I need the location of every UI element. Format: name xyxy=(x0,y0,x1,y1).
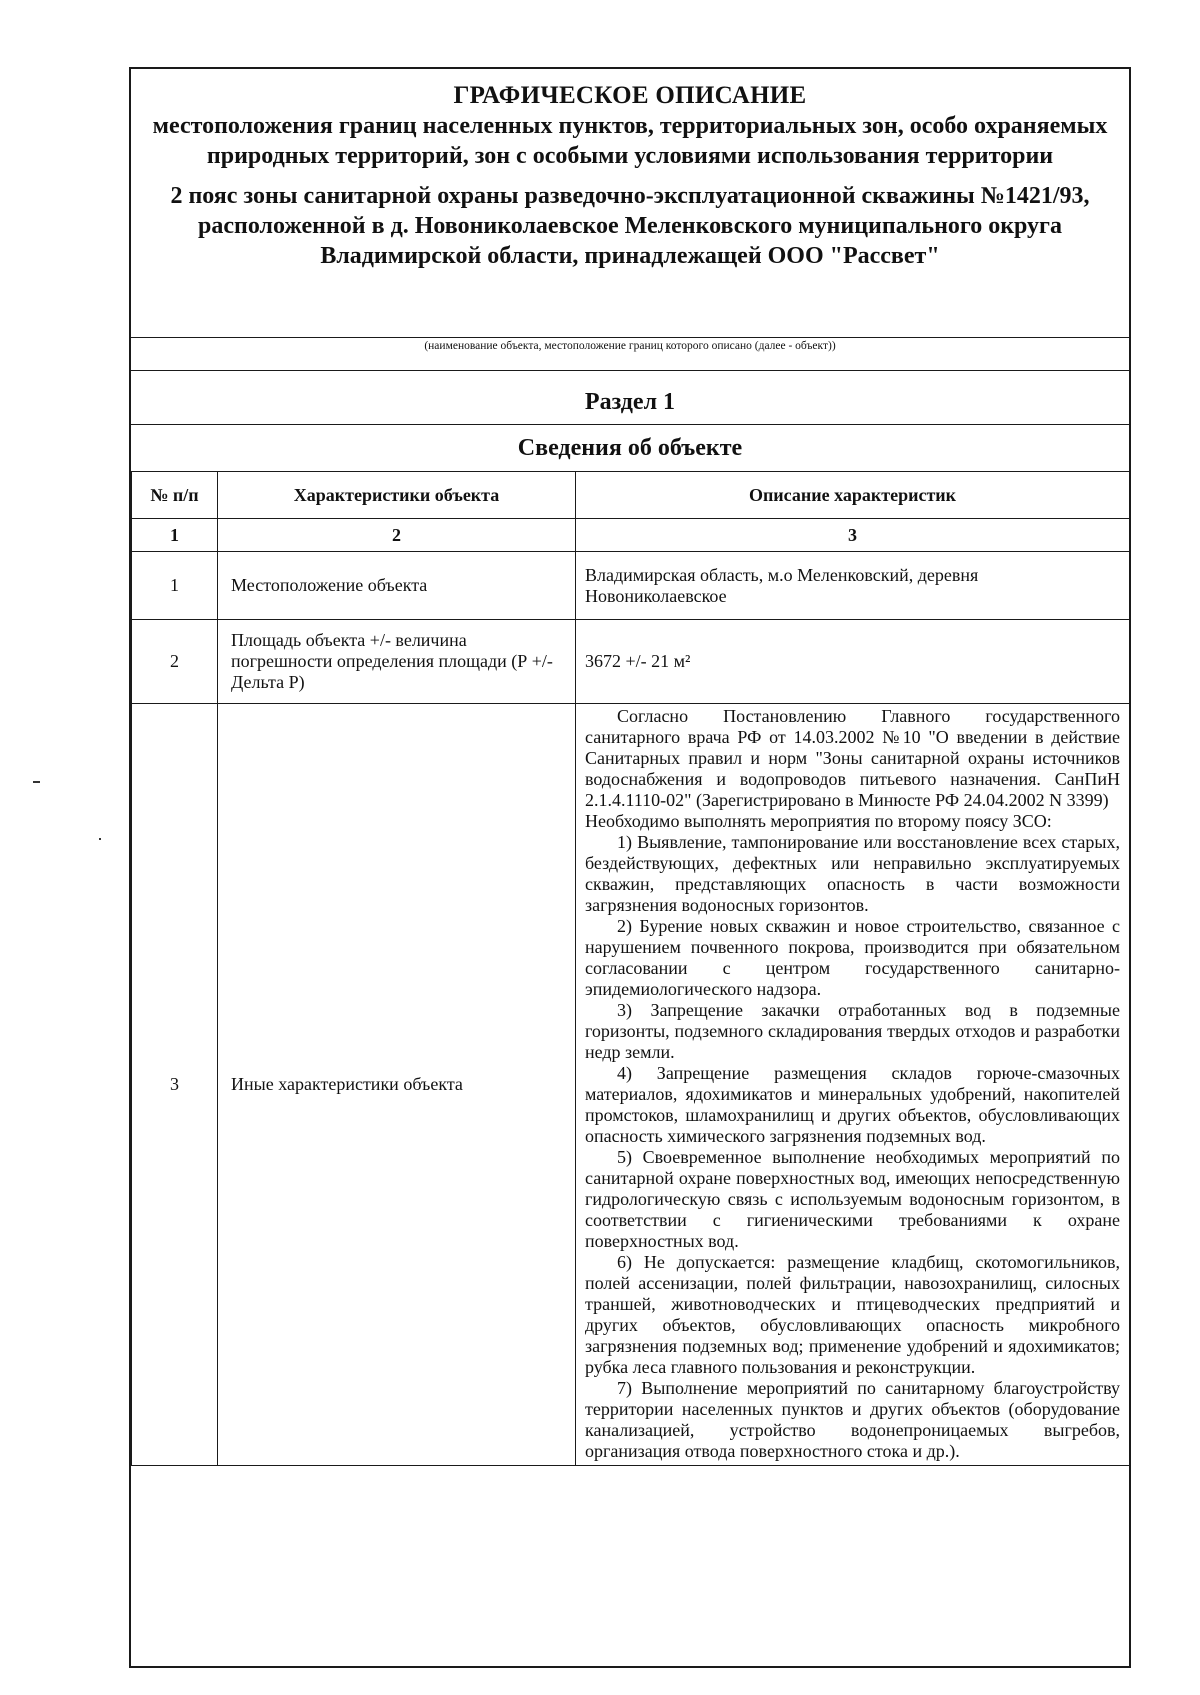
row-number: 2 xyxy=(132,620,218,704)
requirement-item: 4) Запрещение размещения складов горюче-смазочных материалов, ядохимикатов и минеральных удобрений, накопителей промстоков, шламохранилищ и других объектов, обусловливающих опасность химического загрязнения подземных вод. xyxy=(585,1063,1120,1146)
requirement-item: 3) Запрещение закачки отработанных вод в подземные горизонты, подземного складирования твердых отходов и разработки недр земли. xyxy=(585,1000,1120,1062)
section-subtitle: Сведения об объекте xyxy=(517,435,743,461)
table-header-row xyxy=(132,472,1130,519)
requirement-item: 1) Выявление, тампонирование или восстановление всех старых, бездействующих, дефектных или неправильно эксплуатируемых скважин, представляющих опасность в части возможности загрязнения водоносных горизонтов. xyxy=(585,832,1120,915)
object-name: 2 пояс зоны санитарной охраны разведочно-эксплуатационной скважины №1421/93, расположенной в д. Новониколаевское Меленковского муниципального округа Владимирской области, принадлежащей ООО "Рассвет" xyxy=(170,183,1090,269)
scan-artifact-dot xyxy=(99,838,101,840)
header-divider xyxy=(131,337,1129,338)
row-number: 1 xyxy=(132,552,218,620)
table-row xyxy=(132,620,1130,704)
requirements-intro: Согласно Постановлению Главного государственного санитарного врача РФ от 14.03.2002 №10 "О введении в действие Санитарных правил и норм "Зоны санитарной охраны источников водоснабжения и водопроводов питьевого назначения. СанПиН 2.1.4.1110-02" (Зарегистрировано в Минюсте РФ 24.04.2002 N 3399) xyxy=(585,706,1120,810)
column-number: 3 xyxy=(576,519,1130,552)
requirements-lead: Необходимо выполнять мероприятия по второму поясу ЗСО: xyxy=(585,811,1052,831)
requirement-item: 7) Выполнение мероприятий по санитарному благоустройству территории населенных пунктов и других объектов (оборудование канализацией, устройство водонепроницаемых выгребов, организация отвода поверхностного стока и др.). xyxy=(585,1378,1120,1461)
row-description-requirements xyxy=(576,704,1130,1466)
section-divider xyxy=(131,424,1129,425)
requirement-item: 5) Своевременное выполнение необходимых мероприятий по санитарной охране поверхностных вод, имеющих непосредственную гидрологическую связь с используемым водоносным горизонтом, в соответствии с гигиеническими требованиями к охране поверхностных вод. xyxy=(585,1147,1120,1251)
row-characteristic: Площадь объекта +/- величина погрешности определения площади (Р +/- Дельта Р) xyxy=(218,620,576,704)
requirement-item: 2) Бурение новых скважин и новое строительство, связанное с нарушением почвенного покрова, производится при обязательном согласовании с центром государственного санитарно-эпидемиологического надзора. xyxy=(585,916,1120,999)
column-number: 2 xyxy=(218,519,576,552)
document-frame xyxy=(129,67,1131,1668)
column-header-description: Описание характеристик xyxy=(576,472,1130,519)
table-row xyxy=(132,552,1130,620)
requirement-item: 6) Не допускается: размещение кладбищ, скотомогильников, полей ассенизации, полей фильтрации, навозохранилищ, силосных траншей, животноводческих и птицеводческих предприятий и других объектов, обусловливающих опасность микробного загрязнения подземных вод; применение удобрений и ядохимикатов; рубка леса главного пользования и реконструкции. xyxy=(585,1252,1120,1377)
column-header-characteristic: Характеристики объекта xyxy=(218,472,576,519)
row-description: 3672 +/- 21 м² xyxy=(576,620,1130,704)
column-header-number: № п/п xyxy=(132,472,218,519)
table-row xyxy=(132,704,1130,1466)
column-number-row xyxy=(132,519,1130,552)
row-characteristic: Местоположение объекта xyxy=(218,552,576,620)
row-characteristic: Иные характеристики объекта xyxy=(218,704,576,1466)
document-title: ГРАФИЧЕСКОЕ ОПИСАНИЕ xyxy=(453,82,807,109)
object-info-table xyxy=(131,471,1130,1466)
document-header xyxy=(131,69,1129,337)
caption-divider xyxy=(131,370,1129,371)
object-caption: (наименование объекта, местоположение границ которого описано (далее - объект)) xyxy=(424,340,836,352)
column-number: 1 xyxy=(132,519,218,552)
section-title: Раздел 1 xyxy=(584,389,676,415)
document-subtitle: местоположения границ населенных пунктов, территориальных зон, особо охраняемых природных территорий, зон с особыми условиями использования территории xyxy=(152,113,1108,169)
row-number: 3 xyxy=(132,704,218,1466)
row-description: Владимирская область, м.о Меленковский, деревня Новониколаевское xyxy=(576,552,1130,620)
scan-artifact-mark xyxy=(33,781,40,783)
